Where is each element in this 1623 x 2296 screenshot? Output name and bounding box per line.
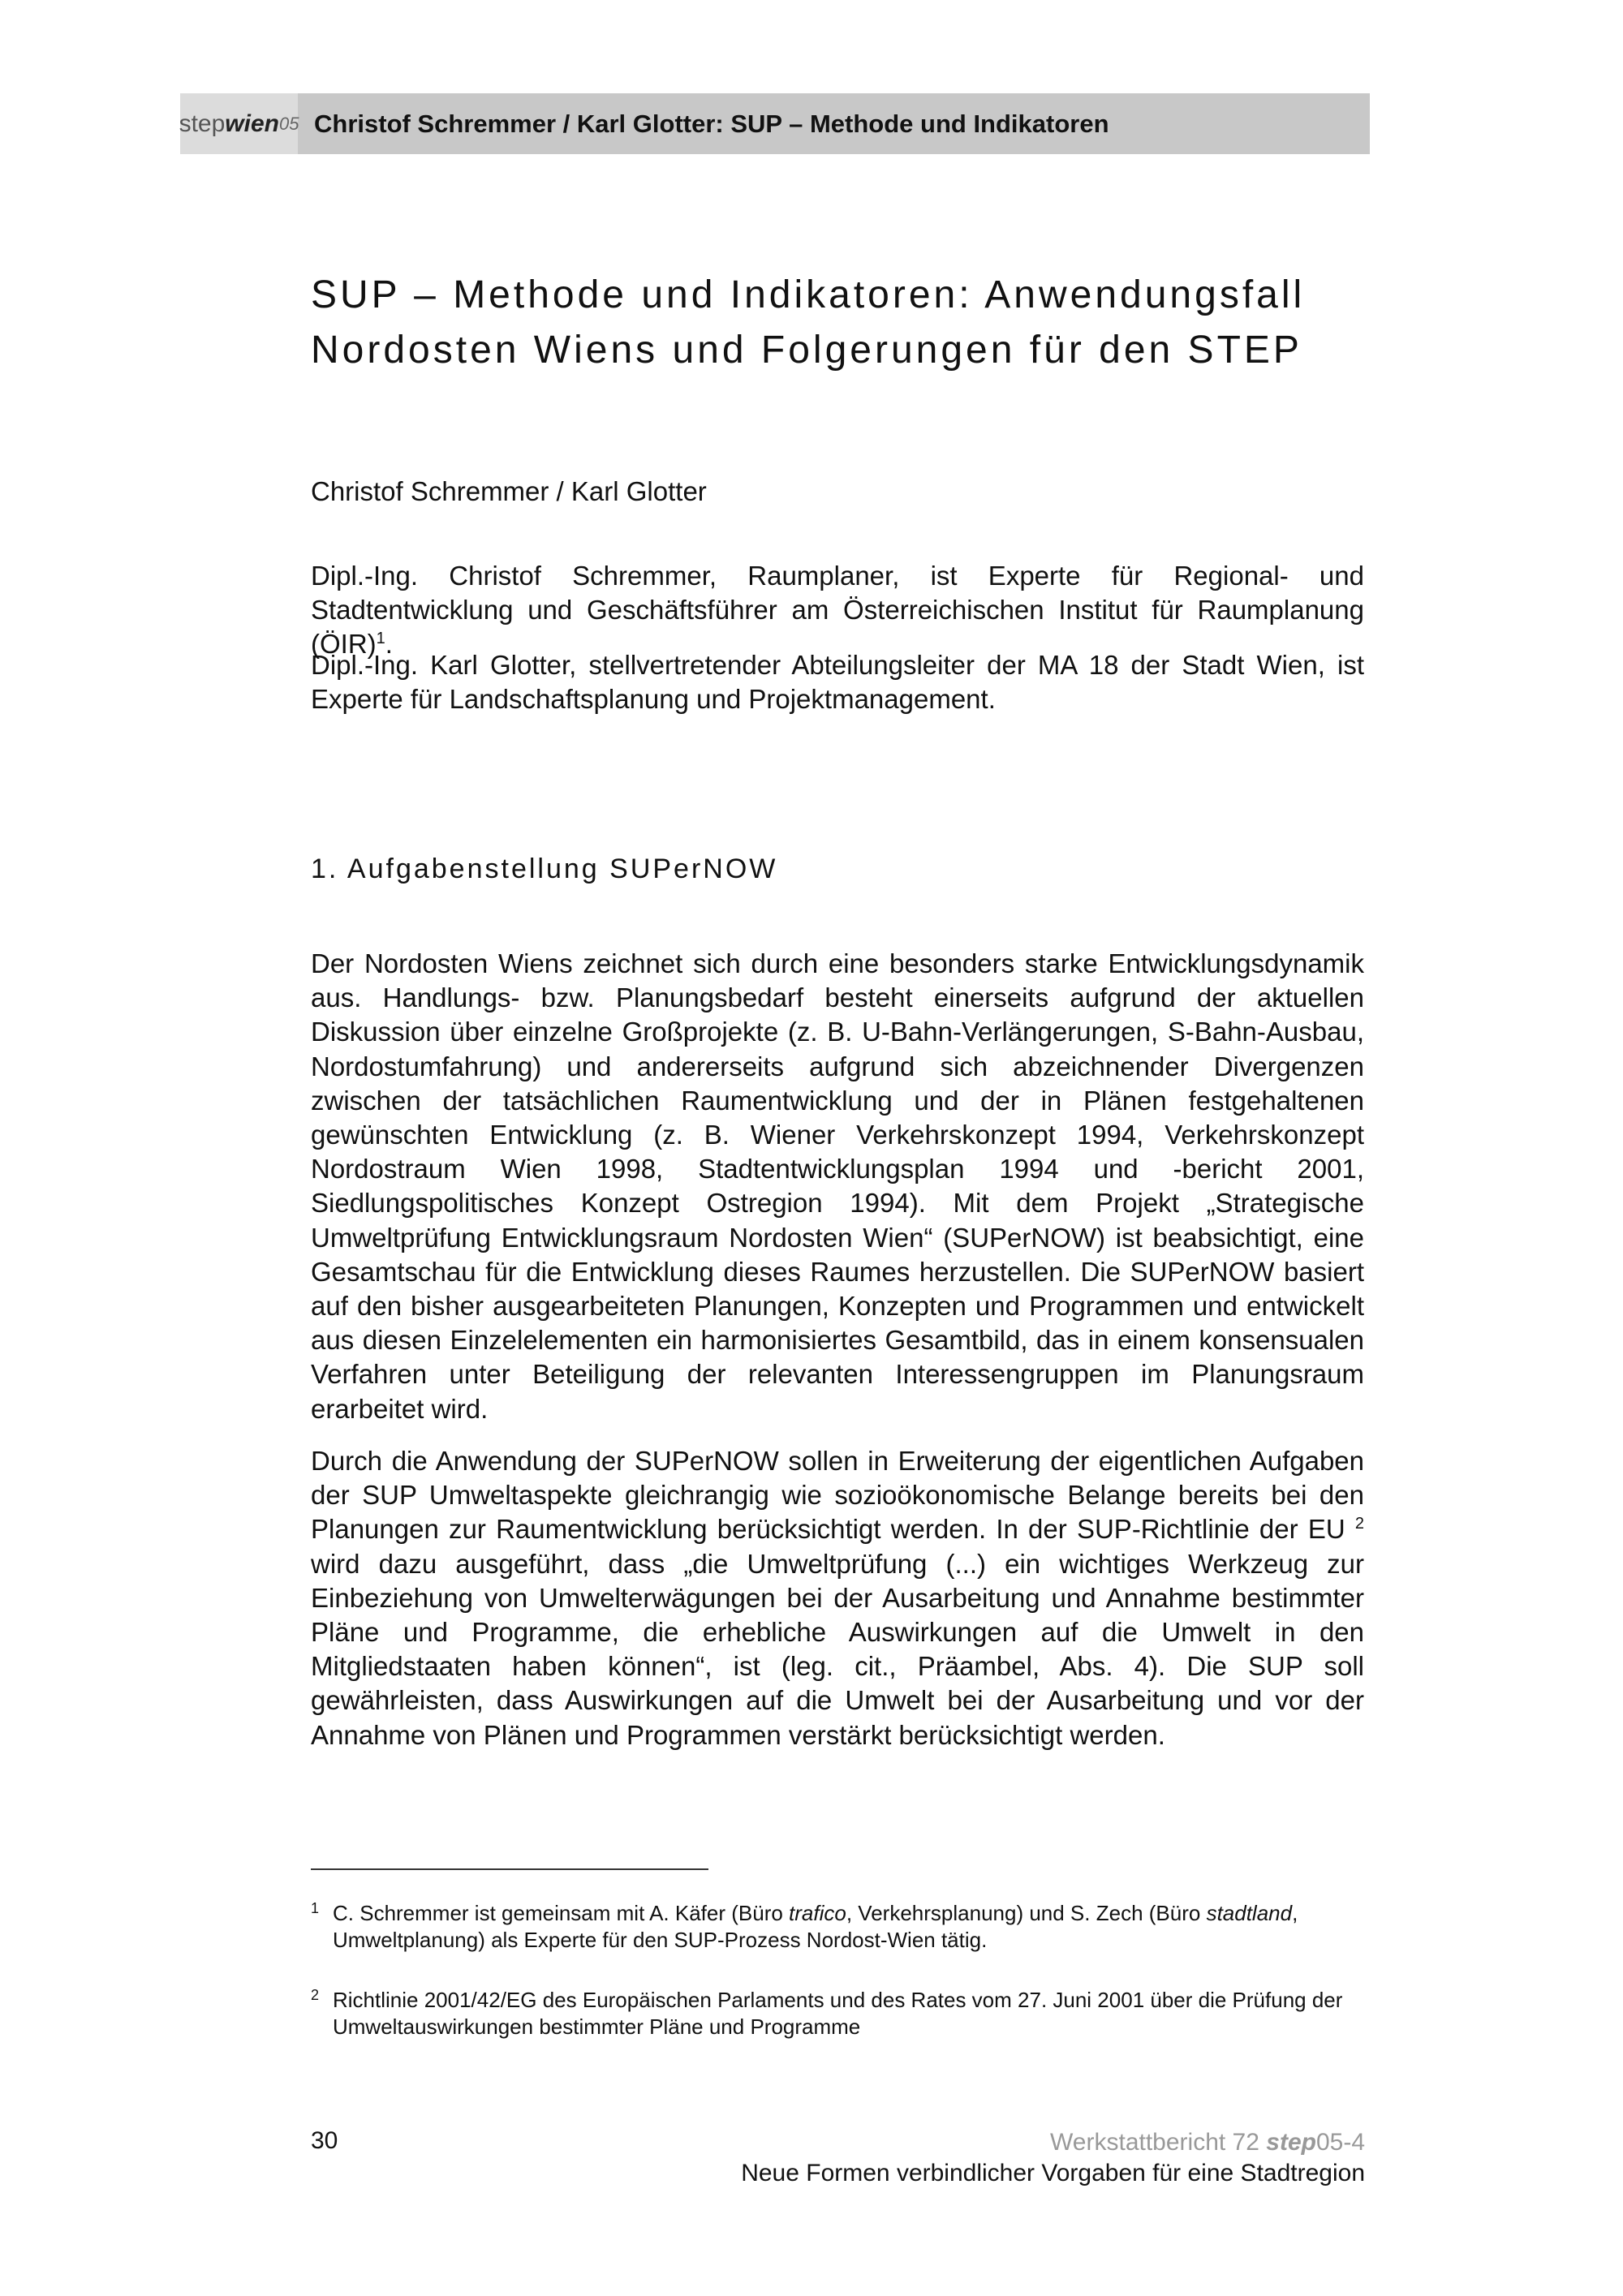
bio-period: . — [385, 629, 393, 659]
section-heading: 1. Aufgabenstellung SUPerNOW — [311, 853, 778, 884]
footnote-number: 2 — [311, 1987, 320, 2003]
page-title — [311, 268, 1366, 378]
author-bio-schremmer — [311, 559, 1364, 661]
body-paragraph-2 — [311, 1444, 1364, 1752]
footnote-number: 1 — [311, 1900, 320, 1916]
footnote-2 — [311, 1987, 1366, 2040]
title-line-1: SUP – Methode und Indikatoren: Anwendungsfall — [311, 273, 1306, 316]
running-title: Christof Schremmer / Karl Glotter: SUP – Methode und Indikatoren — [314, 109, 1109, 138]
title-line-2: Nordosten Wiens und Folgerungen für den STEP — [311, 329, 1302, 372]
footnote-divider — [311, 1868, 708, 1870]
authors: Christof Schremmer / Karl Glotter — [311, 476, 707, 506]
logo-prefix: step — [179, 110, 226, 137]
logo-year: 05 — [278, 113, 299, 134]
paragraph2-part-b: wird dazu ausgeführt, dass „die Umweltprüfung (...) ein wichtiges Werkzeug zur Einbeziehung von Umwelterwägungen bei der Ausarbeitung und Annahme bestimmter Pläne und Programme, die erhebliche Auswirkungen auf die Umwelt in den Mitgliedstaaten haben können“, ist (leg. cit., Präambel, Abs. 4). Die SUP soll gewährleisten, dass Auswirkungen auf die Umwelt bei der Ausarbeitung und vor der Annahme von Plänen und Programmen verstärkt berücksichtigt werden. — [311, 1548, 1364, 1750]
page-number: 30 — [311, 2127, 338, 2154]
running-header — [180, 93, 1370, 154]
logo-brand: wien — [225, 110, 279, 137]
author-bio-glotter: Dipl.-Ing. Karl Glotter, stellvertretender Abteilungsleiter der MA 18 der Stadt Wien, ist Experte für Landschaftsplanung und Projektmanagement. — [311, 650, 1364, 714]
footer-series: Werkstattbericht 72 step05-4 — [1050, 2129, 1365, 2156]
body-paragraph-1: Der Nordosten Wiens zeichnet sich durch eine besonders starke Entwicklungsdynamik aus. Handlungs- bzw. Planungsbedarf besteht einerseits aufgrund der aktuellen Diskussion über einzelne Großprojekte (z. B. U-Bahn-Verlängerungen, S-Bahn-Ausbau, Nordostumfahrung) und andererseits aufgrund sich abzeichnender Divergenzen zwischen der tatsächlichen Raumentwicklung und der in Plänen festgehaltenen gewünschten Entwicklung (z. B. Wiener Verkehrskonzept 1994, Verkehrskonzept Nordostraum Wien 1998, Stadtentwicklungsplan 1994 und -bericht 2001, Siedlungspolitisches Konzept Ostregion 1994). Mit dem Projekt „Strategische Umweltprüfung Entwicklungsraum Nordosten Wien“ (SUPerNOW) ist beabsichtigt, eine Gesamtschau für die Entwicklung dieses Raumes herzustellen. Die SUPerNOW basiert auf den bisher ausgearbeiteten Planungen, Konzepten und Programmen und entwickelt aus diesen Einzelelementen ein harmonisiertes Gesamtbild, das in einem konsensualen Verfahren unter Beteiligung der relevanten Interessengruppen im Planungsraum erarbeitet wird. — [311, 948, 1364, 1424]
footnote-ref-1: 1 — [376, 630, 385, 647]
footnote-ref-2: 2 — [1354, 1515, 1365, 1533]
footnote-1 — [311, 1900, 1366, 1954]
paragraph2-part-a: Durch die Anwendung der SUPerNOW sollen in Erweiterung der eigentlichen Aufgaben der SUP Umweltaspekte gleichrangig wie sozioökonomische Belange bereits bei den Planungen zur Raumentwicklung berücksichtigt werden. In der SUP-Richtlinie der EU — [311, 1446, 1364, 1545]
footer-subtitle: Neue Formen verbindlicher Vorgaben für eine Stadtregion — [741, 2160, 1365, 2186]
stepwien-logo — [180, 93, 298, 154]
bio-text: Dipl.-Ing. Christof Schremmer, Raumplaner, ist Experte für Regional- und Stadtentwicklung und Geschäftsführer am Österreichischen Institut für Raumplanung (ÖIR) — [311, 561, 1364, 659]
footnote-text: C. Schremmer ist gemeinsam mit A. Käfer (Büro trafico, Verkehrsplanung) und S. Zech (Büro stadtland, Umweltplanung) als Experte für den SUP-Prozess Nordost-Wien tätig. — [333, 1901, 1298, 1952]
footnote-text: Richtlinie 2001/42/EG des Europäischen Parlaments und des Rates vom 27. Juni 2001 über die Prüfung der Umweltauswirkungen bestimmter Pläne und Programme — [333, 1988, 1343, 2039]
page-footer — [741, 2127, 1365, 2189]
